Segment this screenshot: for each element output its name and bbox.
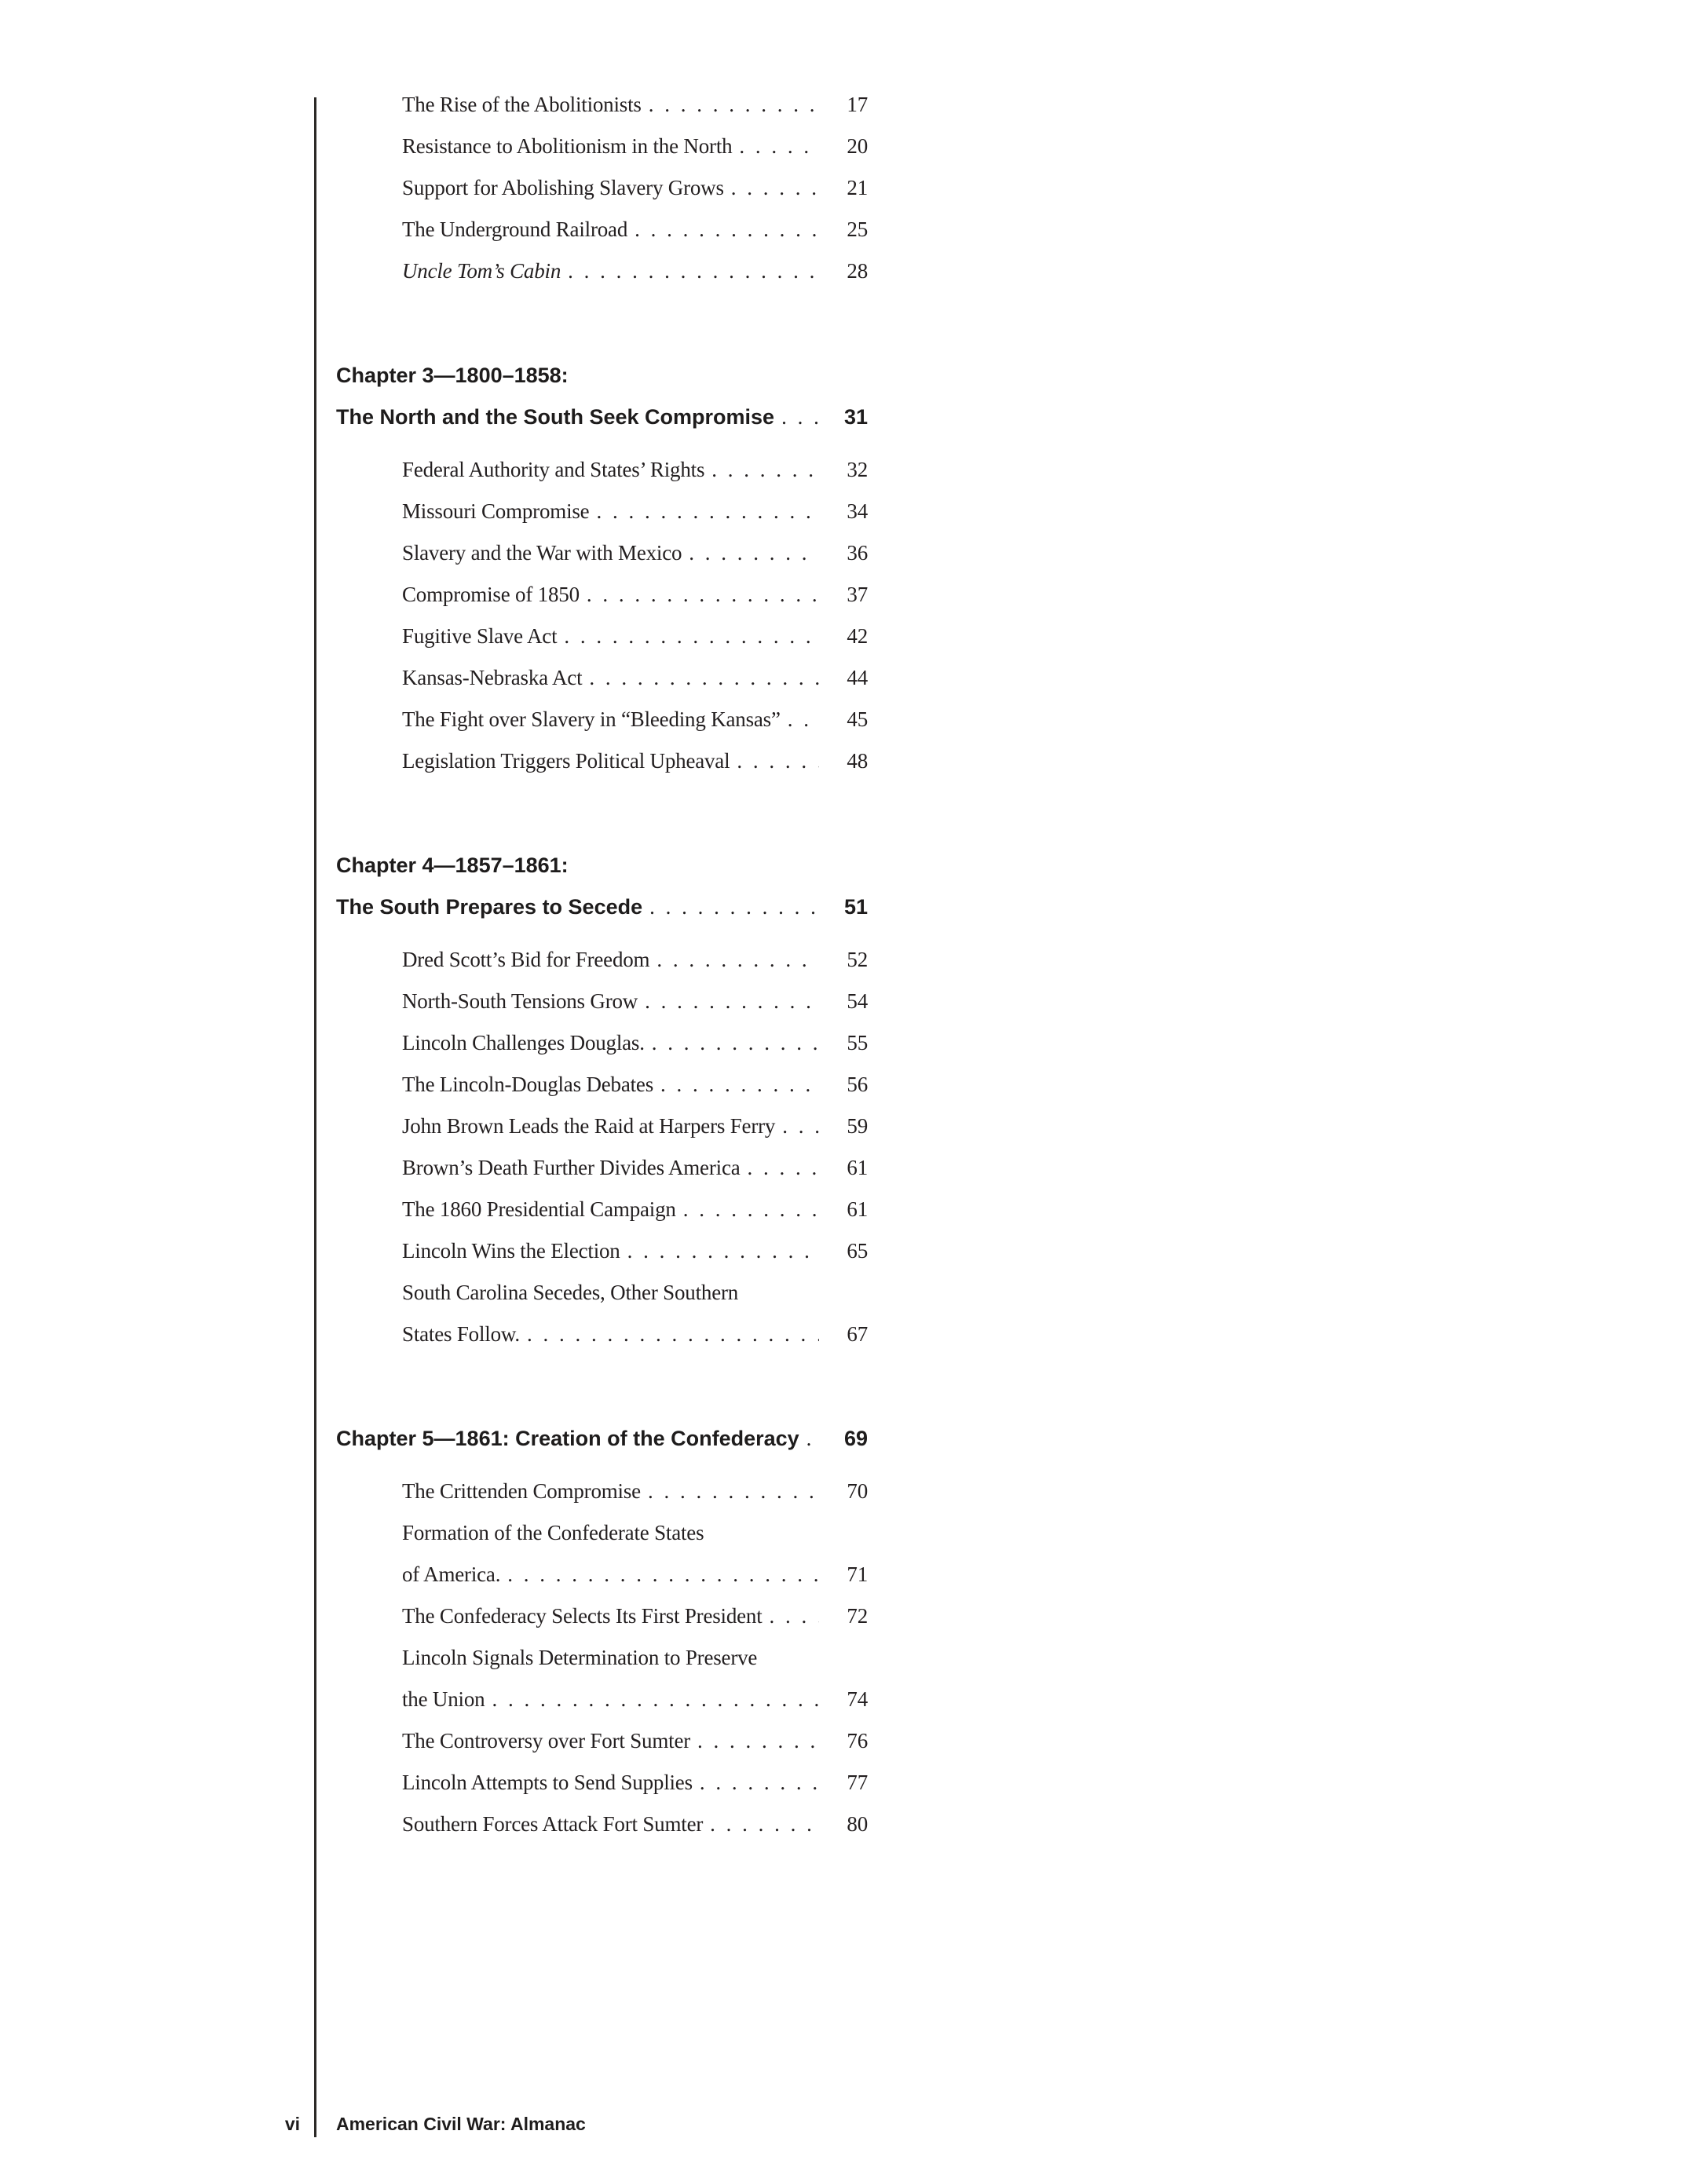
dot-leader: [564, 624, 819, 649]
dot-leader: [492, 1687, 819, 1712]
entry-title: North-South Tensions Grow: [402, 989, 638, 1013]
entry-line: [402, 948, 868, 989]
toc-entry: [402, 989, 868, 1031]
entry-page-number: 61: [847, 1156, 868, 1179]
entry-title: Dred Scott’s Bid for Freedom: [402, 948, 650, 971]
entry-title: The Crittenden Compromise: [402, 1479, 641, 1503]
entry-line: [402, 217, 868, 259]
toc-section: [336, 853, 868, 1364]
dot-leader: [649, 895, 819, 919]
entry-line: [402, 259, 868, 301]
entry-page-number: 44: [847, 666, 868, 689]
entry-page-number: 71: [847, 1562, 868, 1586]
entry-title: of America.: [402, 1562, 501, 1586]
entry-page-number: 55: [847, 1031, 868, 1054]
dot-leader: [711, 458, 819, 482]
dot-leader: [587, 583, 819, 607]
entry-title: The Fight over Slavery in “Bleeding Kansas”: [402, 707, 781, 731]
toc-section: [336, 1427, 868, 1854]
dot-leader: [649, 93, 819, 117]
entry-line: [402, 1687, 868, 1729]
dot-leader: [788, 707, 819, 732]
toc-entry: [402, 1479, 868, 1521]
entry-line: [402, 176, 868, 217]
entry-line: [402, 707, 868, 749]
toc-entry: [402, 499, 868, 541]
chapter-page-number: 31: [843, 405, 868, 429]
toc-entry: [402, 1114, 868, 1156]
entry-list: [402, 458, 868, 791]
toc-section: [336, 364, 868, 791]
entry-line: [402, 1073, 868, 1114]
entry-page-number: 52: [847, 948, 868, 971]
dot-leader: [700, 1771, 819, 1795]
entry-title: Lincoln Attempts to Send Supplies: [402, 1771, 693, 1794]
entry-title: Brown’s Death Further Divides America: [402, 1156, 741, 1179]
entry-page-number: 74: [847, 1687, 868, 1711]
entry-page-number: 56: [847, 1073, 868, 1096]
toc-entry: [402, 1073, 868, 1114]
entry-page-number: 59: [847, 1114, 868, 1138]
dot-leader: [527, 1322, 819, 1347]
toc-entry: [402, 1156, 868, 1197]
entry-title: The Rise of the Abolitionists: [402, 93, 642, 116]
entry-title: Lincoln Wins the Election: [402, 1239, 620, 1263]
chapter-heading-text: Chapter 5—1861: Creation of the Confederacy: [336, 1427, 799, 1450]
toc-entry: [402, 1646, 868, 1729]
entry-title: The Confederacy Selects Its First President: [402, 1604, 763, 1628]
toc-entry: [402, 134, 868, 176]
entry-page-number: 45: [847, 707, 868, 731]
entry-page-number: 72: [847, 1604, 868, 1628]
entry-list: [402, 93, 868, 301]
entry-title: Missouri Compromise: [402, 499, 590, 523]
entry-page-number: 21: [847, 176, 868, 199]
dot-leader: [710, 1812, 819, 1837]
dot-leader: [770, 1604, 819, 1628]
toc-entry: [402, 948, 868, 989]
entry-line: [402, 1114, 868, 1156]
entry-page-number: 25: [847, 217, 868, 241]
entry-title: Fugitive Slave Act: [402, 624, 558, 648]
entry-page-number: 65: [847, 1239, 868, 1263]
entry-line: [402, 1156, 868, 1197]
entry-title: John Brown Leads the Raid at Harpers Ferry: [402, 1114, 776, 1138]
entry-list: [402, 948, 868, 1364]
toc-entry: [402, 217, 868, 259]
entry-page-number: 61: [847, 1197, 868, 1221]
entry-title: Support for Abolishing Slavery Grows: [402, 176, 724, 199]
toc-entry: [402, 583, 868, 624]
entry-line: [402, 458, 868, 499]
entry-title: Uncle Tom’s Cabin: [402, 259, 561, 283]
chapter-heading-text: Chapter 3—1800–1858:: [336, 364, 569, 387]
chapter-heading-line: [336, 895, 868, 937]
toc-entry: [402, 1604, 868, 1646]
toc-entry: [402, 666, 868, 707]
dot-leader: [683, 1197, 819, 1222]
dot-leader: [739, 134, 819, 159]
dot-leader: [507, 1562, 819, 1587]
entry-line: [402, 989, 868, 1031]
chapter-heading-line: [336, 405, 868, 447]
entry-page-number: 42: [847, 624, 868, 648]
toc-entry: [402, 458, 868, 499]
chapter-heading-line: [336, 364, 868, 405]
toc-section: [336, 93, 868, 301]
entry-page-number: 20: [847, 134, 868, 158]
running-foot-title: American Civil War: Almanac: [336, 2114, 586, 2134]
entry-line: [402, 1322, 868, 1364]
dot-leader: [627, 1239, 819, 1263]
dot-leader: [652, 1031, 819, 1055]
entry-page-number: 80: [847, 1812, 868, 1836]
entry-continued-line: [402, 1521, 868, 1562]
toc-entry: [402, 749, 868, 791]
entry-page-number: 76: [847, 1729, 868, 1753]
toc-entry: [402, 1239, 868, 1281]
entry-title: Slavery and the War with Mexico: [402, 541, 682, 565]
entry-continued-line: [402, 1281, 868, 1322]
entry-title: Southern Forces Attack Fort Sumter: [402, 1812, 704, 1836]
entry-list: [402, 1479, 868, 1854]
dot-leader: [697, 1729, 819, 1753]
entry-line: [402, 134, 868, 176]
entry-title: Compromise of 1850: [402, 583, 580, 606]
entry-line: [402, 1562, 868, 1604]
entry-line: [402, 541, 868, 583]
entry-page-number: 54: [847, 989, 868, 1013]
entry-text: Formation of the Confederate States: [402, 1521, 704, 1544]
chapter-heading-text: The South Prepares to Secede: [336, 895, 643, 919]
entry-line: [402, 499, 868, 541]
entry-title: the Union: [402, 1687, 485, 1711]
toc-entry: [402, 93, 868, 134]
folio-page-number: vi: [284, 2114, 300, 2134]
entry-page-number: 77: [847, 1771, 868, 1794]
entry-title: The 1860 Presidential Campaign: [402, 1197, 676, 1221]
entry-title: Lincoln Challenges Douglas.: [402, 1031, 645, 1054]
dot-leader: [648, 1479, 819, 1504]
toc-entry: [402, 1729, 868, 1771]
dot-leader: [660, 1073, 819, 1097]
dot-leader: [589, 666, 819, 690]
dot-leader: [731, 176, 819, 200]
dot-leader: [645, 989, 819, 1014]
toc-entry: [402, 1197, 868, 1239]
chapter-page-number: 51: [843, 895, 868, 919]
entry-line: [402, 583, 868, 624]
dot-leader: [782, 1114, 819, 1138]
entry-title: Kansas-Nebraska Act: [402, 666, 583, 689]
toc-entry: [402, 259, 868, 301]
entry-line: [402, 1729, 868, 1771]
entry-title: The Lincoln-Douglas Debates: [402, 1073, 653, 1096]
toc-entry: [402, 1771, 868, 1812]
entry-page-number: 32: [847, 458, 868, 481]
entry-title: Legislation Triggers Political Upheaval: [402, 749, 730, 773]
entry-title: Federal Authority and States’ Rights: [402, 458, 705, 481]
entry-line: [402, 624, 868, 666]
toc: [336, 93, 868, 1854]
dot-leader: [689, 541, 819, 565]
dot-leader: [568, 259, 819, 283]
dot-leader: [657, 948, 819, 972]
dot-leader: [748, 1156, 819, 1180]
entry-line: [402, 1197, 868, 1239]
entry-line: [402, 93, 868, 134]
entry-continued-line: [402, 1646, 868, 1687]
entry-page-number: 34: [847, 499, 868, 523]
entry-line: [402, 749, 868, 791]
entry-title: Resistance to Abolitionism in the North: [402, 134, 733, 158]
chapter-page-number: 69: [843, 1427, 868, 1450]
dot-leader: [635, 217, 819, 242]
entry-line: [402, 1479, 868, 1521]
vertical-rule: [314, 97, 316, 2137]
entry-line: [402, 1604, 868, 1646]
entry-line: [402, 1239, 868, 1281]
entry-page-number: 36: [847, 541, 868, 565]
entry-title: States Follow.: [402, 1322, 520, 1346]
toc-entry: [402, 707, 868, 749]
chapter-heading-text: The North and the South Seek Compromise: [336, 405, 775, 429]
dot-leader: [806, 1427, 819, 1451]
entry-text: Lincoln Signals Determination to Preserve: [402, 1646, 758, 1669]
entry-page-number: 17: [847, 93, 868, 116]
entry-line: [402, 1812, 868, 1854]
toc-entry: [402, 624, 868, 666]
entry-line: [402, 1771, 868, 1812]
entry-line: [402, 1031, 868, 1073]
toc-entry: [402, 1031, 868, 1073]
entry-page-number: 67: [847, 1322, 868, 1346]
entry-page-number: 48: [847, 749, 868, 773]
toc-entry: [402, 176, 868, 217]
toc-entry: [402, 1812, 868, 1854]
dot-leader: [737, 749, 819, 773]
entry-page-number: 37: [847, 583, 868, 606]
toc-entry: [402, 1521, 868, 1604]
toc-entry: [402, 1281, 868, 1364]
entry-line: [402, 666, 868, 707]
entry-page-number: 70: [847, 1479, 868, 1503]
chapter-heading-line: [336, 853, 868, 895]
entry-text: South Carolina Secedes, Other Southern: [402, 1281, 739, 1304]
chapter-heading-line: [336, 1427, 868, 1468]
dot-leader: [596, 499, 819, 524]
dot-leader: [781, 405, 819, 429]
toc-entry: [402, 541, 868, 583]
entry-page-number: 28: [847, 259, 868, 283]
entry-title: The Underground Railroad: [402, 217, 628, 241]
chapter-heading-text: Chapter 4—1857–1861:: [336, 853, 569, 877]
page-footer: [0, 2114, 1708, 2145]
entry-title: The Controversy over Fort Sumter: [402, 1729, 691, 1753]
